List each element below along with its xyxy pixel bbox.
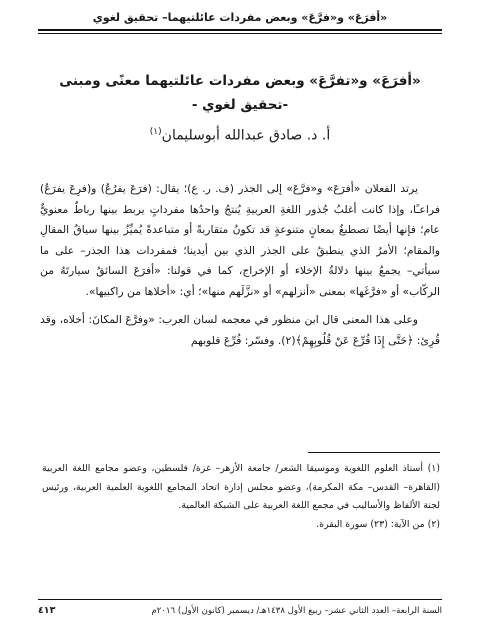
body-paragraph-1: يرتد الفعلان «أفرَعَ» و«فرَّعَ» إلى الجذر (ف. ر. ع)؛ يقال: (فرَعَ يفرُعُ) و(فرِعَ يفرَعُ) فراعـًا، وإذا كانت أغلبُ جُذور اللغةِ العربيةِ يُنتجُ واحدُها مفرداتٍ يربط بينها رباطٌ معنويٌّ عام؛ فإنها أيضًا تصطبغُ بمعانٍ متنوعةٍ قد تكونُ متقاربةً أو متباعدةً يُميِّزُ بينها سياقُ المقالِ والمقام؛ الأمرُ الذي ينطبقُ على الجذر الذي بين أيدينا؛ فمفردات هذا الجذر– على ما سيأتي– يجمعُ بينها دلالةُ الإخلاء أو الإخراج، كما في قولنا: «أفرَعَ السائقُ سيارتَهُ من الركّاب» أو «فرَّغَها» بمعنى «أنزلهم» أو «نزَّلَهم منها»؛ أي: «أخلاها من راكبيها». [40, 182, 440, 298]
article-subtitle: -تحقيق لغوي - [191, 97, 289, 113]
issue-info: السنة الرابعة– العدد الثاني عشر– ربيع الأول ١٤٣٨هـ/ ديسمبر (كانون الأول) ٢٠١٦م [151, 606, 442, 616]
footnote-separator [308, 452, 440, 453]
body-paragraph-2: وعلى هذا المعنى قال ابن منظور في معجمه لسان العرب: «وفرَّعَ المكانَ: أخلاه، وقد قُرِئ: ﴿حَتَّى إِذَا فُرِّعَ عَنْ قُلُوبِهِمْ﴾(٢). وفسّر: فُرِّعَ قلوبهم [40, 313, 440, 347]
author-name: أ. د. صادق عبدالله أبوسليمان [161, 127, 331, 144]
author-line [50, 122, 430, 146]
footnotes [42, 460, 440, 534]
footnote-2: (٢) من الآية: (٢٣) سورة البقرة. [316, 518, 440, 530]
page-number: ٤١٣ [38, 605, 56, 616]
running-head: «أفرَعَ» و«فرَّعَ» وبعض مفردات عائلتيهما– تحقيق لغوي [92, 11, 388, 24]
page-footer [38, 603, 442, 619]
header-rule-thick [38, 29, 442, 31]
footnote-1: (١) أستاذ العلوم اللغوية وموسيقا الشعر/ جامعة الأزهر– غزة/ فلسطين، وعضو مجامع اللغة العربية (القاهرة– القدس– مكة المكرمة)، وعضو مجلس إدارة اتحاد المجامع اللغوية العلمية العربية، ورئيس لجنة الألفاظ والأساليب في مجمع اللغة العربية على الشبكة العالمية. [42, 463, 440, 511]
footer-rule [38, 599, 442, 600]
article-body [40, 179, 440, 351]
header-rule-thin [38, 33, 442, 34]
author-footnote-marker[interactable]: (١) [149, 127, 162, 137]
article-title: «أفرَعَ» و«تفرَّعَ» وبعض مفردات عائلتيهما معنًى ومبنى [59, 73, 421, 89]
